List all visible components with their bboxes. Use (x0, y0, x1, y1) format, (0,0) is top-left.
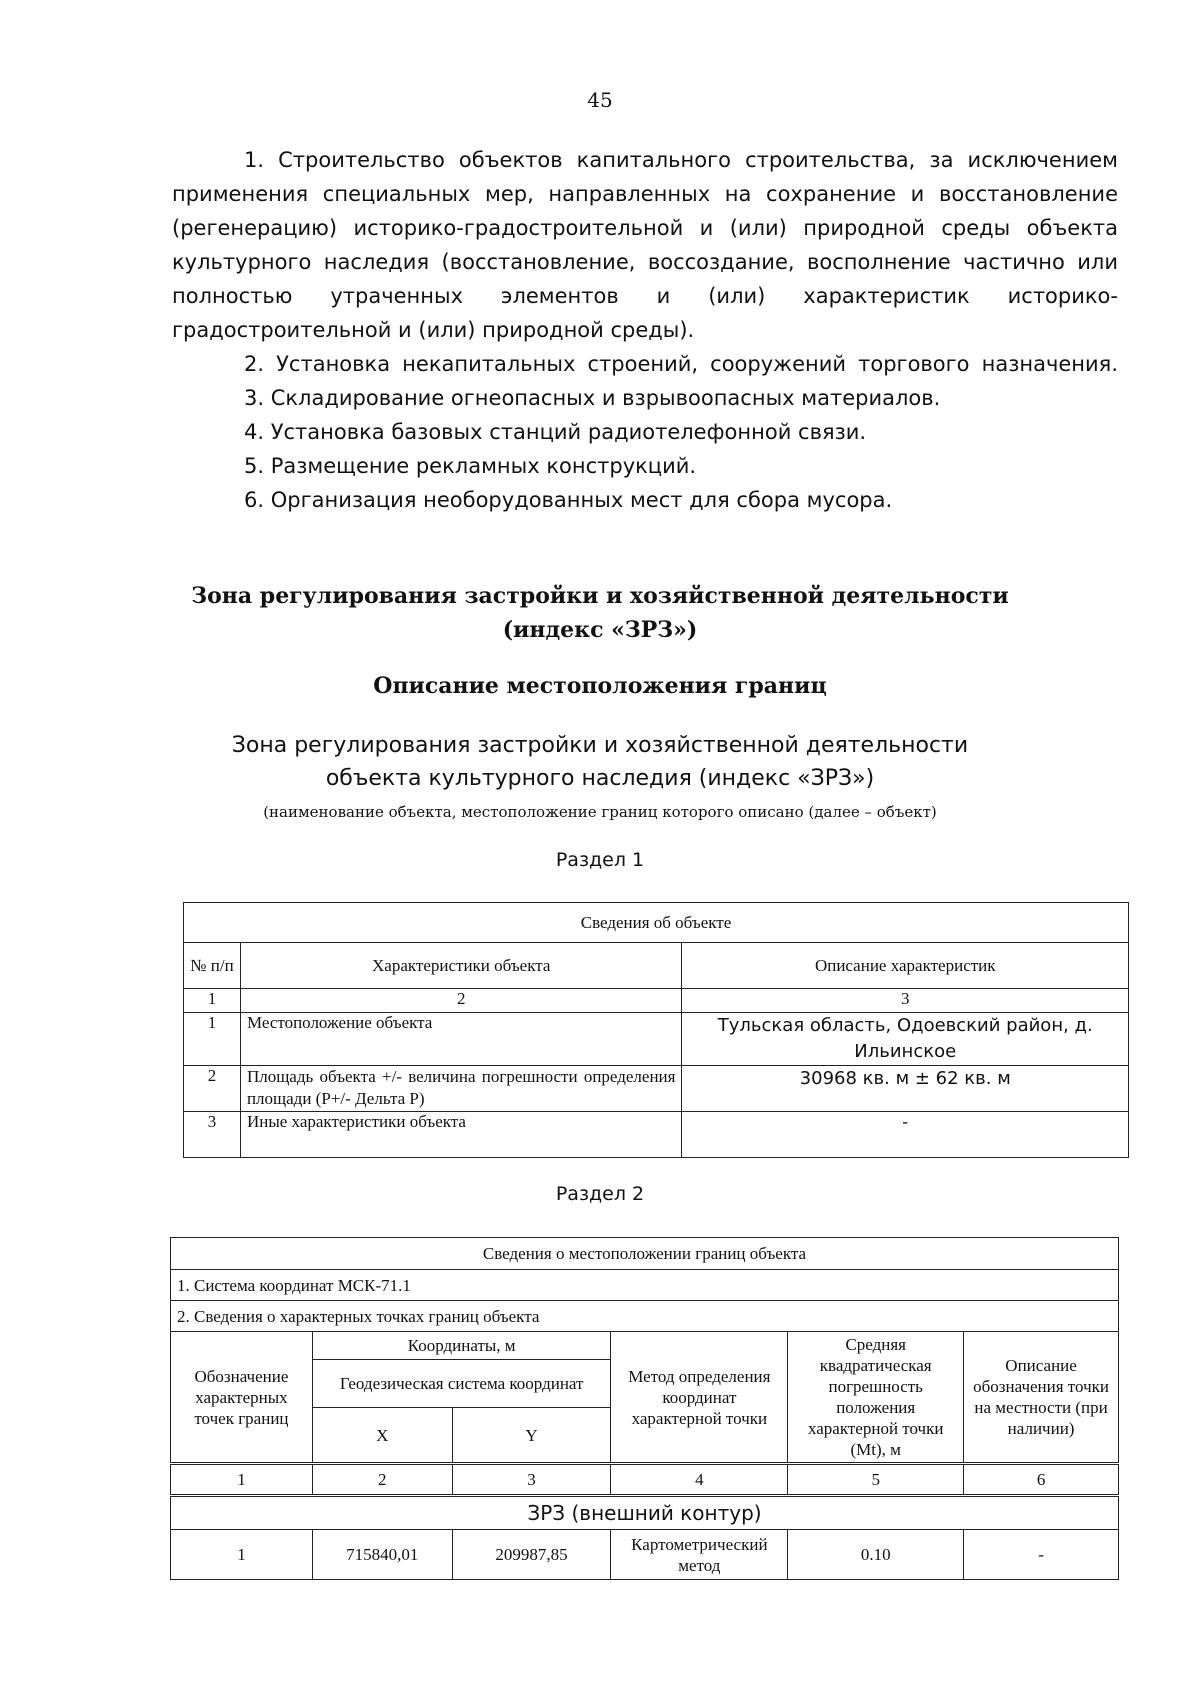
row-num: 3 (184, 1112, 241, 1158)
row-num: 2 (184, 1066, 241, 1112)
index-cell: 4 (611, 1464, 788, 1496)
header-point-designation: Обозначение характерных точек границ (171, 1332, 313, 1464)
index-cell: 2 (312, 1464, 452, 1496)
coordinate-system: 1. Система координат МСК-71.1 (171, 1270, 1119, 1301)
row-characteristic: Иные характеристики объекта (240, 1112, 682, 1158)
table-row (184, 1112, 1129, 1158)
page-number: 45 (587, 88, 613, 112)
row-num: 1 (184, 1013, 241, 1066)
point-x: 715840,01 (312, 1530, 452, 1580)
point-number: 1 (171, 1530, 313, 1580)
index-cell: 3 (452, 1464, 611, 1496)
table-row (184, 1013, 1129, 1066)
point-method: Картометрический метод (611, 1530, 788, 1580)
row-characteristic: Площадь объекта +/- величина погрешности определения площади (Р+/- Дельта Р) (240, 1066, 682, 1112)
index-cell: 5 (788, 1464, 964, 1496)
object-title-caption: (наименование объекта, местоположение границ которого описано (далее – объект) (263, 803, 937, 821)
row-description: - (682, 1112, 1129, 1158)
table-title: Сведения об объекте (184, 903, 1129, 943)
point-y: 209987,85 (452, 1530, 611, 1580)
object-info-table (183, 902, 1129, 1158)
object-title-line2: объекта культурного наследия (индекс «ЗРЗ») (325, 766, 875, 791)
zone-heading-line2: (индекс «ЗРЗ») (502, 617, 698, 643)
index-cell: 6 (964, 1464, 1119, 1496)
point-description: - (964, 1530, 1119, 1580)
point-error: 0.10 (788, 1530, 964, 1580)
table-row (171, 1530, 1119, 1580)
header-location-description: Описание обозначения точки на местности (при наличии) (964, 1332, 1119, 1464)
contour-label: ЗРЗ (внешний контур) (171, 1496, 1119, 1530)
row-description: 30968 кв. м ± 62 кв. м (682, 1066, 1129, 1112)
header-description: Описание характеристик (682, 943, 1129, 989)
row-description: Тульская область, Одоевский район, д. Ильинское (682, 1013, 1129, 1066)
list-item: 5. Размещение рекламных конструкций. (244, 454, 697, 478)
list-item: 4. Установка базовых станций радиотелефонной связи. (244, 420, 867, 444)
list-item: 6. Организация необорудованных мест для сбора мусора. (244, 488, 893, 512)
header-characteristic: Характеристики объекта (240, 943, 682, 989)
header-coordinates: Координаты, м (312, 1332, 611, 1360)
header-geodetic-system: Геодезическая система координат (312, 1360, 611, 1408)
header-y: Y (452, 1408, 611, 1464)
header-error: Средняя квадратическая погрешность положения характерной точки (Mt), м (788, 1332, 964, 1464)
list-item: 2. Установка некапитальных строений, сооружений торгового назначения. (244, 352, 1118, 376)
section2-label: Раздел 2 (555, 1183, 645, 1205)
list-item: 1. Строительство объектов капитального строительства, за исключением применения специальных мер, направленных на сохранение и восстановление (регенерацию) историко-градостроительной и (или) природной среды объекта культурного наследия (восстановление, воссоздание, восполнение частично или полностью утраченных элементов и (или) характеристик историко-градостроительной и (или) природной среды). (172, 148, 1118, 342)
index-cell: 1 (184, 989, 241, 1013)
index-cell: 2 (240, 989, 682, 1013)
table-row (184, 1066, 1129, 1112)
description-heading: Описание местоположения границ (373, 673, 827, 699)
zone-heading-line1: Зона регулирования застройки и хозяйственной деятельности (191, 583, 1009, 609)
index-cell: 3 (682, 989, 1129, 1013)
header-x: X (312, 1408, 452, 1464)
boundary-points-table (170, 1237, 1119, 1580)
restrictions-list (172, 143, 1118, 517)
list-item: 3. Складирование огнеопасных и взрывоопасных материалов. (244, 386, 941, 410)
table-title: Сведения о местоположении границ объекта (171, 1238, 1119, 1270)
object-title-line1: Зона регулирования застройки и хозяйственной деятельности (231, 733, 969, 758)
header-num: № п/п (184, 943, 241, 989)
points-section-title: 2. Сведения о характерных точках границ объекта (171, 1301, 1119, 1332)
row-characteristic: Местоположение объекта (240, 1013, 682, 1066)
index-cell: 1 (171, 1464, 313, 1496)
section1-label: Раздел 1 (555, 849, 645, 871)
header-method: Метод определения координат характерной точки (611, 1332, 788, 1464)
